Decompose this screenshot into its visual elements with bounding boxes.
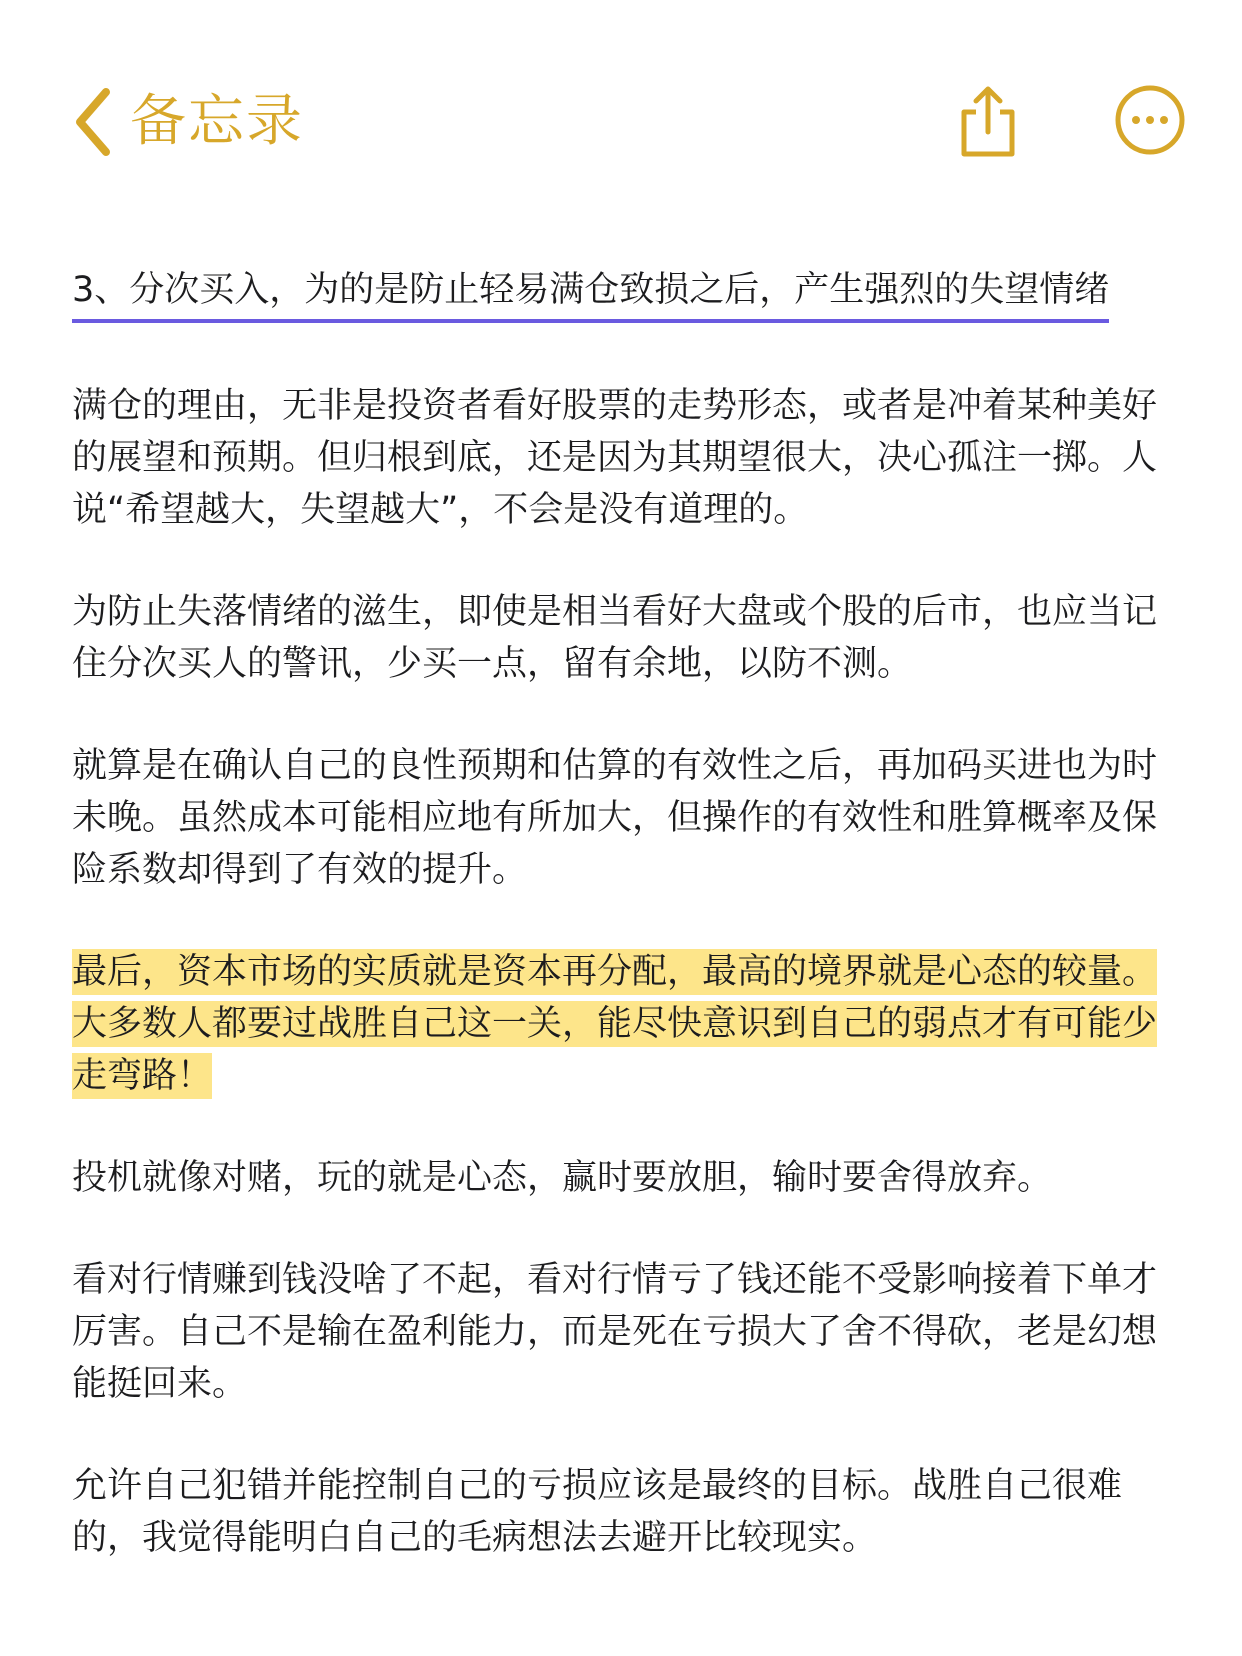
note-body xyxy=(72,265,1172,1564)
note-heading: 3、分次买入，为的是防止轻易满仓致损之后，产生强烈的失望情绪 xyxy=(72,265,1109,323)
chevron-left-icon xyxy=(72,86,116,158)
back-button[interactable] xyxy=(72,82,304,162)
note-paragraph: 就算是在确认自己的良性预期和估算的有效性之后，再加码买进也为时未晚。虽然成本可能相应地有所加大，但操作的有效性和胜算概率及保险系数却得到了有效的提升。 xyxy=(72,746,1158,890)
share-icon[interactable] xyxy=(958,84,1018,160)
navigation-bar xyxy=(0,0,1242,200)
note-paragraph: 允许自己犯错并能控制自己的亏损应该是最终的目标。战胜自己很难的，我觉得能明白自己的毛病想法去避开比较现实。 xyxy=(72,1466,1123,1558)
note-paragraph: 看对行情赚到钱没啥了不起，看对行情亏了钱还能不受影响接着下单才厉害。自己不是输在盈利能力，而是死在亏损大了舍不得砍，老是幻想能挺回来。 xyxy=(72,1260,1158,1404)
note-paragraph: 为防止失落情绪的滋生，即使是相当看好大盘或个股的后市，也应当记住分次买人的警讯，少买一点，留有余地，以防不测。 xyxy=(72,592,1158,684)
highlighted-text: 最后，资本市场的实质就是资本再分配，最高的境界就是心态的较量。大多数人都要过战胜自己这一关，能尽快意识到自己的弱点才有可能少走弯路！ xyxy=(72,949,1157,1099)
note-paragraph: 满仓的理由，无非是投资者看好股票的走势形态，或者是冲着某种美好的展望和预期。但归根到底，还是因为其期望很大，决心孤注一掷。人说“希望越大，失望越大”，不会是没有道理的。 xyxy=(72,386,1158,530)
ellipsis-circle-icon[interactable] xyxy=(1114,84,1186,156)
highlighted-paragraph xyxy=(72,946,1162,1102)
note-paragraph: 投机就像对赌，玩的就是心态，赢时要放胆，输时要舍得放弃。 xyxy=(72,1158,1053,1198)
back-label: 备忘录 xyxy=(130,89,304,154)
